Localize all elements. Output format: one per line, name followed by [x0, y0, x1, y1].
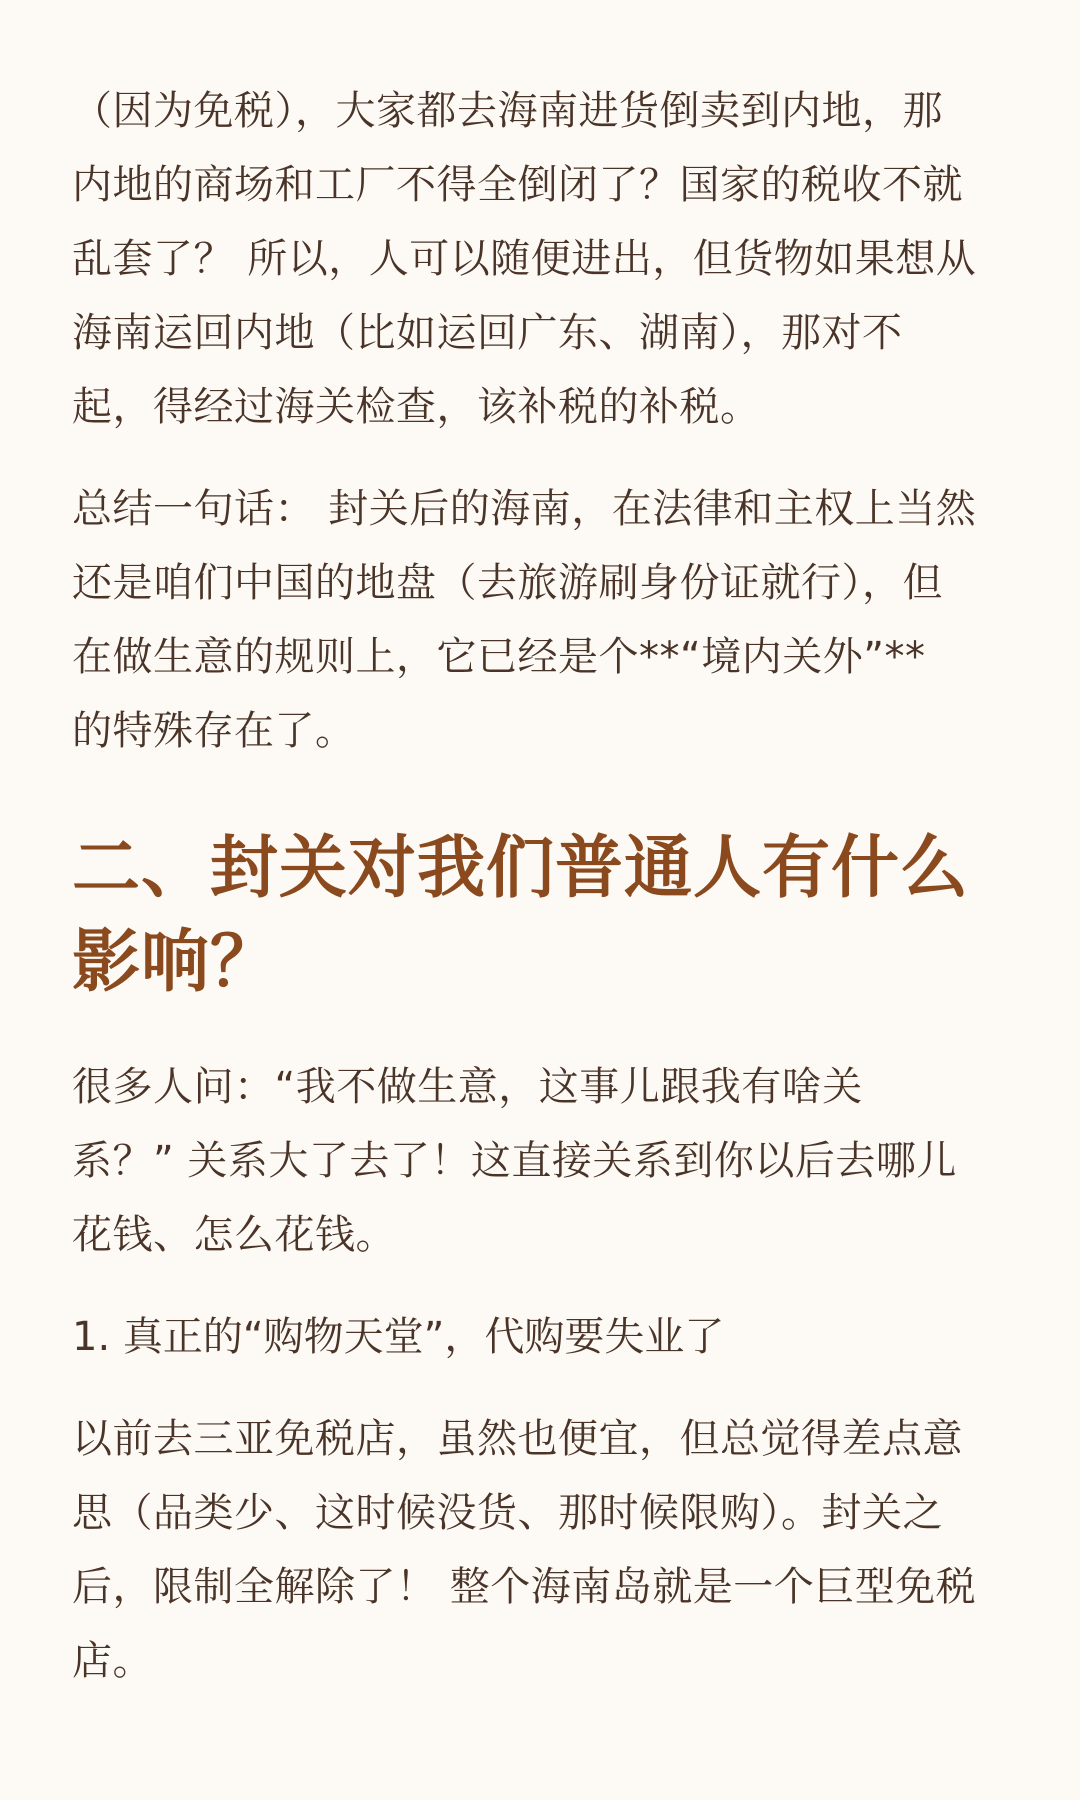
paragraph-line: 以前去三亚免税店，虽然也便宜，但总觉得差点意 — [72, 1416, 963, 1462]
section-heading — [72, 822, 1008, 1010]
paragraph-line: 后，限制全解除了！ 整个海南岛就是一个巨型免税 — [72, 1564, 977, 1610]
section-heading-line: 二、封关对我们普通人有什么 — [72, 829, 970, 908]
paragraph-line: 很多人问：“我不做生意，这事儿跟我有啥关 — [72, 1064, 863, 1110]
paragraph-line: 还是咱们中国的地盘（去旅游刷身份证就行），但 — [72, 560, 943, 606]
paragraph-line: 思（品类少、这时候没货、那时候限购）。封关之 — [72, 1490, 943, 1536]
paragraph-line: 店。 — [72, 1638, 153, 1684]
paragraph-line: 起，得经过海关检查，该补税的补税。 — [72, 384, 761, 430]
item-title: 1. 真正的“购物天堂”，代购要失业了 — [72, 1314, 725, 1360]
paragraph-line: 花钱、怎么花钱。 — [72, 1212, 396, 1258]
section-heading-line: 影响？ — [72, 923, 280, 1002]
paragraph-intro — [72, 1050, 1008, 1272]
paragraph-line: 乱套了？ 所以，人可以随便进出，但货物如果想从 — [72, 236, 977, 282]
paragraph-line: （因为免税），大家都去海南进货倒卖到内地，那 — [72, 88, 943, 134]
paragraph-line: 在做生意的规则上，它已经是个**“境内关外”** — [72, 634, 926, 680]
paragraph-line: 的特殊存在了。 — [72, 708, 356, 754]
paragraph-summary — [72, 472, 1008, 768]
paragraph-line: 系？” 关系大了去了！这直接关系到你以后去哪儿 — [72, 1138, 957, 1184]
paragraph-line: 总结一句话： 封关后的海南，在法律和主权上当然 — [72, 486, 977, 532]
paragraph-duty-free — [72, 1402, 1008, 1698]
paragraph-line: 海南运回内地（比如运回广东、湖南），那对不 — [72, 310, 903, 356]
paragraph-tax-explanation — [72, 74, 1008, 444]
paragraph-line: 内地的商场和工厂不得全倒闭了？国家的税收不就 — [72, 162, 963, 208]
